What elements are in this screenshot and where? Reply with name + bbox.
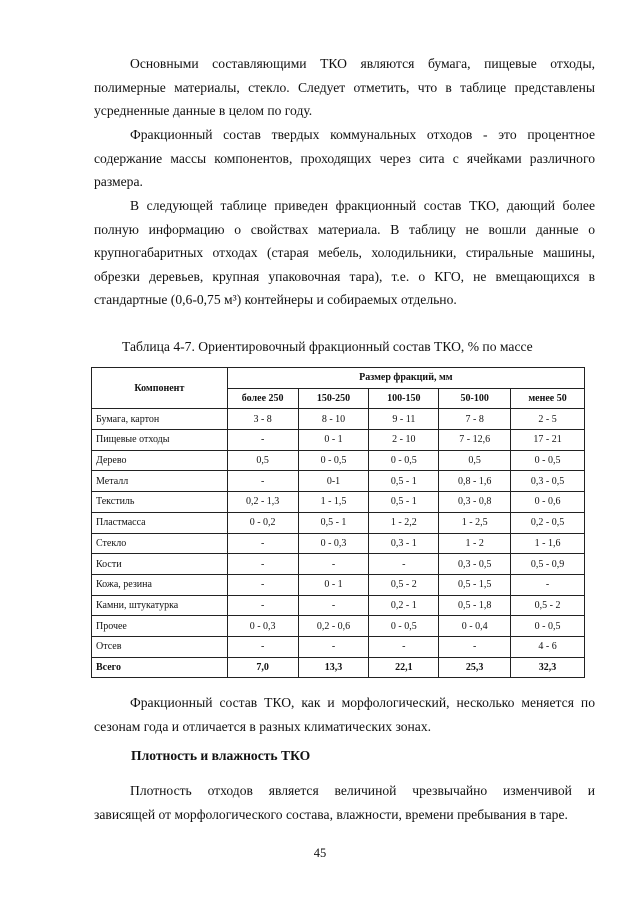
table-cell: 25,3 bbox=[439, 657, 511, 678]
component-name: Всего bbox=[92, 657, 228, 678]
table-cell: 2 - 5 bbox=[511, 409, 585, 430]
paragraph-3 bbox=[94, 194, 595, 312]
table-cell: 0 - 0,5 bbox=[511, 450, 585, 471]
table-cell: 0,3 - 0,8 bbox=[439, 492, 511, 513]
table-cell: 0,5 - 1 bbox=[369, 471, 439, 492]
paragraph-1 bbox=[94, 52, 595, 123]
table-row bbox=[92, 492, 585, 513]
component-name: Текстиль bbox=[92, 492, 228, 513]
text-line: полимерные материалы, стекло. Следует отметить, что в таблице представлены bbox=[94, 79, 595, 95]
table-row bbox=[92, 471, 585, 492]
table-cell: 0,5 - 1 bbox=[298, 512, 369, 533]
text-line: обрезки деревьев, крупная упаковочная тара), т.е. о КГО, не вмещающихся в bbox=[94, 268, 595, 284]
table-cell: 0 - 0,6 bbox=[511, 492, 585, 513]
table-cell: 0,5 - 2 bbox=[511, 595, 585, 616]
table-cell: 0 - 0,5 bbox=[511, 616, 585, 637]
table-cell: 22,1 bbox=[369, 657, 439, 678]
text-line: сезонам года и отличается в разных климатических зонах. bbox=[94, 718, 432, 734]
section-heading: Плотность и влажность ТКО bbox=[131, 748, 311, 763]
table-row bbox=[92, 595, 585, 616]
table-cell: - bbox=[227, 636, 298, 657]
component-name: Камни, штукатурка bbox=[92, 595, 228, 616]
table-cell: 0,2 - 1,3 bbox=[227, 492, 298, 513]
table-row bbox=[92, 409, 585, 430]
column-header: 150-250 bbox=[298, 388, 369, 409]
table-cell: 0 - 0,5 bbox=[298, 450, 369, 471]
table-cell: 1 - 1,6 bbox=[511, 533, 585, 554]
text-line: полную информацию о свойствах материала. В таблицу не вошли данные о bbox=[94, 221, 595, 237]
table-cell: 0 - 0,5 bbox=[369, 616, 439, 637]
text-line: зависящей от морфологического состава, влажности, времени пребывания в таре. bbox=[94, 806, 568, 822]
text-line: Фракционный состав твердых коммунальных отходов - это процентное bbox=[130, 127, 595, 142]
table-cell: - bbox=[369, 554, 439, 575]
table-cell: - bbox=[298, 636, 369, 657]
table-cell: 0,5 - 1,8 bbox=[439, 595, 511, 616]
table-row bbox=[92, 450, 585, 471]
total-row bbox=[92, 657, 585, 678]
table-cell: 0 - 1 bbox=[298, 430, 369, 451]
table-cell: 0,5 - 1 bbox=[369, 492, 439, 513]
table-cell: - bbox=[369, 636, 439, 657]
table-cell: - bbox=[298, 554, 369, 575]
text-line: Плотность отходов является величиной чрезвычайно изменчивой и bbox=[130, 783, 595, 798]
table-cell: 1 - 2 bbox=[439, 533, 511, 554]
text-line: В следующей таблице приведен фракционный состав ТКО, дающий более bbox=[130, 198, 595, 213]
table-cell: 0,5 - 1,5 bbox=[439, 574, 511, 595]
table-cell: 0,3 - 0,5 bbox=[439, 554, 511, 575]
component-name: Бумага, картон bbox=[92, 409, 228, 430]
fraction-table bbox=[91, 367, 585, 678]
component-name: Прочее bbox=[92, 616, 228, 637]
table-cell: 0 - 0,3 bbox=[227, 616, 298, 637]
table-cell: 0 - 0,2 bbox=[227, 512, 298, 533]
table-cell: 0 - 0,3 bbox=[298, 533, 369, 554]
table-caption: Таблица 4-7. Ориентировочный фракционный состав ТКО, % по массе bbox=[122, 339, 533, 354]
table-cell: 1 - 2,5 bbox=[439, 512, 511, 533]
component-name: Пищевые отходы bbox=[92, 430, 228, 451]
text-line: крупногабаритных отходах (старая мебель, холодильники, стиральные машины, bbox=[94, 245, 595, 260]
table-cell: - bbox=[511, 574, 585, 595]
text-line: усредненные данные в целом по году. bbox=[94, 103, 313, 118]
paragraph-4 bbox=[94, 691, 595, 738]
table-row bbox=[92, 430, 585, 451]
table-cell: 0,2 - 1 bbox=[369, 595, 439, 616]
text-line: Основными составляющими ТКО являются бумага, пищевые отходы, bbox=[130, 56, 595, 71]
table-cell: 0,5 - 2 bbox=[369, 574, 439, 595]
table-cell: 7 - 8 bbox=[439, 409, 511, 430]
table-cell: - bbox=[227, 554, 298, 575]
component-name: Кожа, резина bbox=[92, 574, 228, 595]
table-cell: - bbox=[439, 636, 511, 657]
table-cell: 0 - 0,5 bbox=[369, 450, 439, 471]
table-cell: 32,3 bbox=[511, 657, 585, 678]
column-header: 50-100 bbox=[439, 388, 511, 409]
table-cell: 1 - 1,5 bbox=[298, 492, 369, 513]
table-cell: 7,0 bbox=[227, 657, 298, 678]
table-cell: 7 - 12,6 bbox=[439, 430, 511, 451]
table-row bbox=[92, 636, 585, 657]
component-name: Металл bbox=[92, 471, 228, 492]
table-cell: 9 - 11 bbox=[369, 409, 439, 430]
table-cell: 2 - 10 bbox=[369, 430, 439, 451]
table-cell: 4 - 6 bbox=[511, 636, 585, 657]
paragraph-5 bbox=[94, 779, 595, 826]
table-cell: 1 - 2,2 bbox=[369, 512, 439, 533]
column-header: 100-150 bbox=[369, 388, 439, 409]
table-row bbox=[92, 512, 585, 533]
header-component: Компонент bbox=[92, 368, 228, 409]
table-cell: 8 - 10 bbox=[298, 409, 369, 430]
table-cell: 13,3 bbox=[298, 657, 369, 678]
component-name: Отсев bbox=[92, 636, 228, 657]
table-cell: 0,2 - 0,6 bbox=[298, 616, 369, 637]
table-cell: - bbox=[298, 595, 369, 616]
table-cell: 0-1 bbox=[298, 471, 369, 492]
table-cell: 0,5 bbox=[439, 450, 511, 471]
header-size-group: Размер фракций, мм bbox=[227, 368, 584, 389]
table-cell: 0 - 0,4 bbox=[439, 616, 511, 637]
table-cell: 3 - 8 bbox=[227, 409, 298, 430]
table-cell: 0,3 - 1 bbox=[369, 533, 439, 554]
table-cell: - bbox=[227, 574, 298, 595]
paragraph-2 bbox=[94, 123, 595, 194]
column-header: менее 50 bbox=[511, 388, 585, 409]
table-row bbox=[92, 554, 585, 575]
table-cell: 0,2 - 0,5 bbox=[511, 512, 585, 533]
component-name: Стекло bbox=[92, 533, 228, 554]
text-line: размера. bbox=[94, 174, 143, 189]
component-name: Кости bbox=[92, 554, 228, 575]
table-row bbox=[92, 616, 585, 637]
text-line: Фракционный состав ТКО, как и морфологический, несколько меняется по bbox=[130, 695, 595, 710]
table-cell: - bbox=[227, 595, 298, 616]
table-cell: 17 - 21 bbox=[511, 430, 585, 451]
table-cell: - bbox=[227, 430, 298, 451]
table-row bbox=[92, 574, 585, 595]
table-cell: 0,8 - 1,6 bbox=[439, 471, 511, 492]
text-line: стандартные (0,6-0,75 м³) контейнеры и собираемых отдельно. bbox=[94, 292, 457, 307]
component-name: Дерево bbox=[92, 450, 228, 471]
table-row bbox=[92, 533, 585, 554]
table-cell: 0,5 - 0,9 bbox=[511, 554, 585, 575]
column-header: более 250 bbox=[227, 388, 298, 409]
page-number: 45 bbox=[313, 846, 327, 860]
component-name: Пластмасса bbox=[92, 512, 228, 533]
table-cell: 0 - 1 bbox=[298, 574, 369, 595]
table-cell: - bbox=[227, 471, 298, 492]
table-cell: 0,3 - 0,5 bbox=[511, 471, 585, 492]
text-line: содержание массы компонентов, проходящих через сита с ячейками различного bbox=[94, 150, 595, 166]
table-cell: 0,5 bbox=[227, 450, 298, 471]
table-cell: - bbox=[227, 533, 298, 554]
